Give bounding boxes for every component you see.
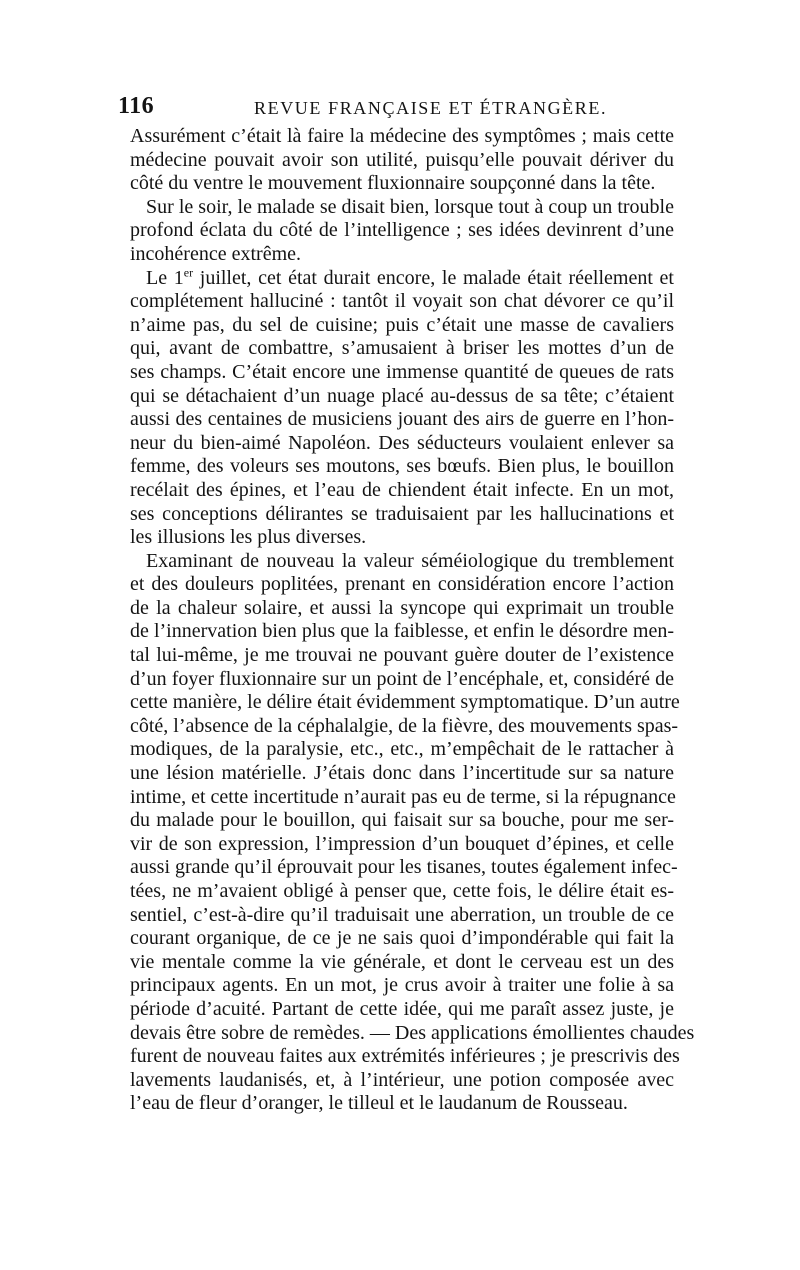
text-line: modiques, de la paralysie, etc., etc., m’empêchait de le rattacher à <box>130 738 674 761</box>
text-line: vir de son expression, l’impression d’un bouquet d’épines, et celle <box>130 832 674 855</box>
text-line: d’un foyer fluxionnaire sur un point de l’encéphale, et, considéré de <box>130 667 674 690</box>
text-line: furent de nouveau faites aux extrémités inférieures ; je prescrivis des <box>130 1045 680 1068</box>
text-line: ses champs. C’était encore une immense quantité de queues de rats <box>130 360 674 383</box>
text-line: les illusions les plus diverses. <box>130 526 367 549</box>
text-line: vie mentale comme la vie générale, et dont le cerveau est un des <box>130 950 674 973</box>
text-line: aussi des centaines de musiciens jouant des airs de guerre en l’hon- <box>130 408 674 431</box>
text-line: du malade pour le bouillon, qui faisait sur sa bouche, pour me ser- <box>130 809 674 832</box>
line-end-text: juillet, cet état durait encore, le malade était réellement et <box>193 266 674 289</box>
text-line: recélait des épines, et l’eau de chiendent était infecte. En un mot, <box>130 478 674 501</box>
text-line: Sur le soir, le malade se disait bien, lorsque tout à coup un trouble <box>146 195 674 218</box>
text-line: côté, l’absence de la céphalalgie, de la fièvre, des mouvements spas- <box>130 714 679 737</box>
text-line: Examinant de nouveau la valeur séméiologique du tremblement <box>146 549 674 572</box>
text-line: qui se détachaient d’un nuage placé au-dessus de sa tête; c’étaient <box>130 384 674 407</box>
page-header <box>118 92 674 122</box>
text-line: complétement halluciné : tantôt il voyait son chat dévorer ce qu’il <box>130 290 674 313</box>
text-line: côté du ventre le mouvement fluxionnaire soupçonné dans la tête. <box>130 172 656 195</box>
text-line: sentiel, c’est-à-dire qu’il traduisait une aberration, un trouble de ce <box>130 903 674 926</box>
line-start-text: Le 1 <box>146 266 184 289</box>
text-line: principaux agents. En un mot, je crus avoir à traiter une folie à sa <box>130 974 674 997</box>
text-line: lavements laudanisés, et, à l’intérieur, une potion composée avec <box>130 1068 674 1091</box>
text-line: une lésion matérielle. J’étais donc dans l’incertitude sur sa nature <box>130 762 674 785</box>
text-line: courant organique, de ce je ne sais quoi d’impondérable qui fait la <box>130 927 674 950</box>
text-line: et des douleurs poplitées, prenant en considération encore l’action <box>130 573 674 596</box>
text-line: ses conceptions délirantes se traduisaient par les hallucinations et <box>130 502 674 525</box>
text-line: femme, des voleurs ses moutons, ses bœufs. Bien plus, le bouillon <box>130 455 674 478</box>
text-line-with-superscript <box>146 264 674 291</box>
text-line: incohérence extrême. <box>130 242 302 265</box>
text-line: neur du bien-aimé Napoléon. Des séducteurs voulaient enlever sa <box>130 431 674 454</box>
ordinal-superscript: er <box>183 264 194 279</box>
text-line: Assurément c’était là faire la médecine des symptômes ; mais cette <box>130 125 674 147</box>
running-title: REVUE FRANÇAISE ET ÉTRANGÈRE. <box>254 98 608 118</box>
text-line: période d’acuité. Partant de cette idée, qui me paraît assez juste, je <box>130 997 674 1020</box>
text-line: médecine pouvait avoir son utilité, puisqu’elle pouvait dériver du <box>130 148 674 171</box>
page-number: 116 <box>118 93 155 119</box>
text-line: aussi grande qu’il éprouvait pour les tisanes, toutes également infec- <box>130 856 678 879</box>
text-line: qui, avant de combattre, s’amusaient à briser les mottes d’un de <box>130 337 674 360</box>
text-line: profond éclata du côté de l’intelligence ; ses idées devinrent d’une <box>130 219 674 242</box>
text-line: devais être sobre de remèdes. — Des applications émollientes chaudes <box>130 1021 695 1044</box>
text-line: n’aime pas, du sel de cuisine; puis c’était une masse de cavaliers <box>130 313 674 336</box>
text-line: de l’innervation bien plus que la faiblesse, et enfin le désordre men- <box>130 620 674 643</box>
text-line: l’eau de fleur d’oranger, le tilleul et le laudanum de Rousseau. <box>130 1092 628 1115</box>
body-text <box>130 125 695 1116</box>
text-line: intime, et cette incertitude n’aurait pas eu de terme, si la répugnance <box>130 785 676 808</box>
text-line: cette manière, le délire était évidemment symptomatique. D’un autre <box>130 691 680 714</box>
text-line: tées, ne m’avaient obligé à penser que, cette fois, le délire était es- <box>130 880 674 902</box>
text-line: de la chaleur solaire, et aussi la syncope qui exprimait un trouble <box>130 596 674 619</box>
text-line: tal lui-même, je me trouvai ne pouvant guère douter de l’existence <box>130 644 674 667</box>
